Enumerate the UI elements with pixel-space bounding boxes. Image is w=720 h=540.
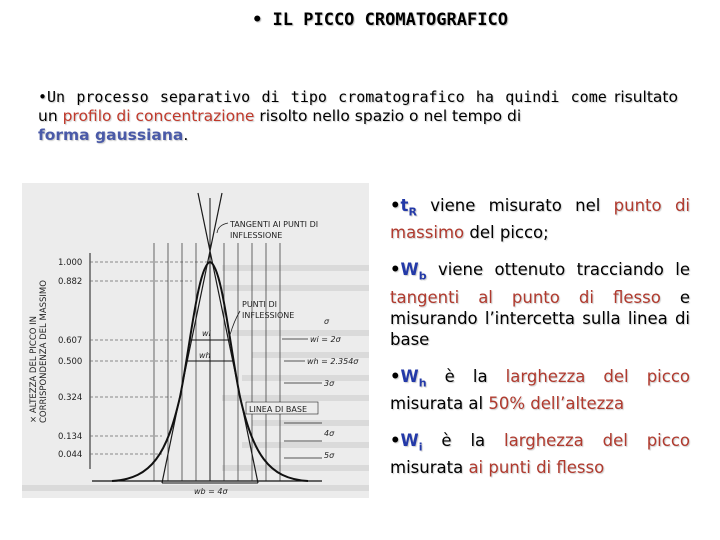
y-tick-label: 1.000	[58, 258, 83, 268]
y-tick-label: 0.044	[58, 450, 83, 460]
intro-highlight-gaussian: forma gaussiana	[38, 126, 184, 144]
intro-paragraph	[38, 88, 678, 145]
intro-text-4: .	[183, 126, 189, 144]
bullet-dot: •	[390, 196, 401, 215]
wi-equation: wi = 2σ	[310, 335, 341, 344]
intro-text-3: risolto nello spazio o nel tempo di	[254, 107, 522, 125]
symbol-wh: $W_h$	[400, 366, 427, 389]
y-tick-label: 0.607	[58, 336, 83, 346]
highlight-text: tangenti al punto di flesso	[390, 287, 661, 307]
sigma-label: 5σ	[324, 451, 335, 460]
tangent-label-1: TANGENTI AI PUNTI DI	[230, 220, 319, 229]
highlight-text: larghezza del picco	[504, 430, 690, 450]
chromatographic-peak-figure	[22, 183, 369, 498]
sigma-label: 3σ	[324, 379, 335, 388]
left-tangent-line	[162, 193, 222, 483]
intro-text-2: risultato un	[38, 88, 678, 125]
highlight-text: ai punti di flesso	[468, 458, 605, 478]
baseline-label: LINEA DI BASE	[249, 405, 308, 414]
inflection-label-1: PUNTI DI	[242, 300, 277, 309]
list-item: $•t_R$ viene misurato nel punto di massimo del picco;	[390, 196, 690, 243]
highlight-text: punto di massimo	[390, 196, 690, 243]
highlight-text: 50% dell’altezza	[488, 393, 625, 413]
symbol-wb: $W_b$	[400, 260, 427, 283]
bullet-dot: •	[390, 260, 401, 280]
y-tick-label: 0.134	[58, 432, 83, 442]
list-item: $•W_i$ è la larghezza del picco misurata ai punti di flesso	[390, 430, 690, 478]
intro-text-1: Un processo separativo di tipo cromatografico ha quindi come	[47, 88, 607, 106]
wh-label: wh	[199, 351, 211, 360]
bullet-dot: •	[390, 366, 401, 386]
wh-equation: wh = 2.354σ	[307, 357, 359, 366]
symbol-tr: $t_R$	[400, 196, 417, 219]
slide-title: • IL PICCO CROMATOGRAFICO	[252, 10, 508, 30]
y-axis-label-line-1: × ALTEZZA DEL PICCO IN	[29, 315, 39, 423]
list-item: $•W_b$ viene ottenuto tracciando le tangenti al punto di flesso e misurando l’intercetta sulla linea di base	[390, 260, 690, 349]
guide-lines	[90, 262, 210, 454]
y-tick-label: 0.324	[58, 393, 83, 403]
y-tick-label: 0.882	[58, 277, 83, 287]
definitions-list	[390, 195, 690, 494]
highlight-text: larghezza del picco	[505, 366, 690, 386]
wb-equation: wb = 4σ	[194, 487, 228, 496]
intro-highlight-profile: profilo di concentrazione	[62, 107, 255, 125]
y-tick-label: 0.500	[58, 357, 83, 367]
bullet-dot: •	[390, 430, 401, 450]
sigma-label: 4σ	[324, 429, 335, 438]
y-tick-labels	[58, 258, 82, 460]
y-axis-label-line-2: CORRISPONDENZA DEL MASSIMO	[39, 280, 49, 423]
intro-bullet: •	[38, 88, 48, 106]
tangent-arrow	[217, 223, 228, 233]
wi-label: wi	[202, 329, 211, 338]
tangent-label-2: INFLESSIONE	[230, 231, 283, 240]
list-item: $•W_h$ è la larghezza del picco misurata al 50% dell’altezza	[390, 366, 690, 413]
peak-diagram-svg	[22, 183, 369, 498]
sigma-label: σ	[324, 317, 330, 326]
inflection-label-2: INFLESSIONE	[242, 311, 295, 320]
symbol-wi: $W_i$	[400, 430, 423, 454]
